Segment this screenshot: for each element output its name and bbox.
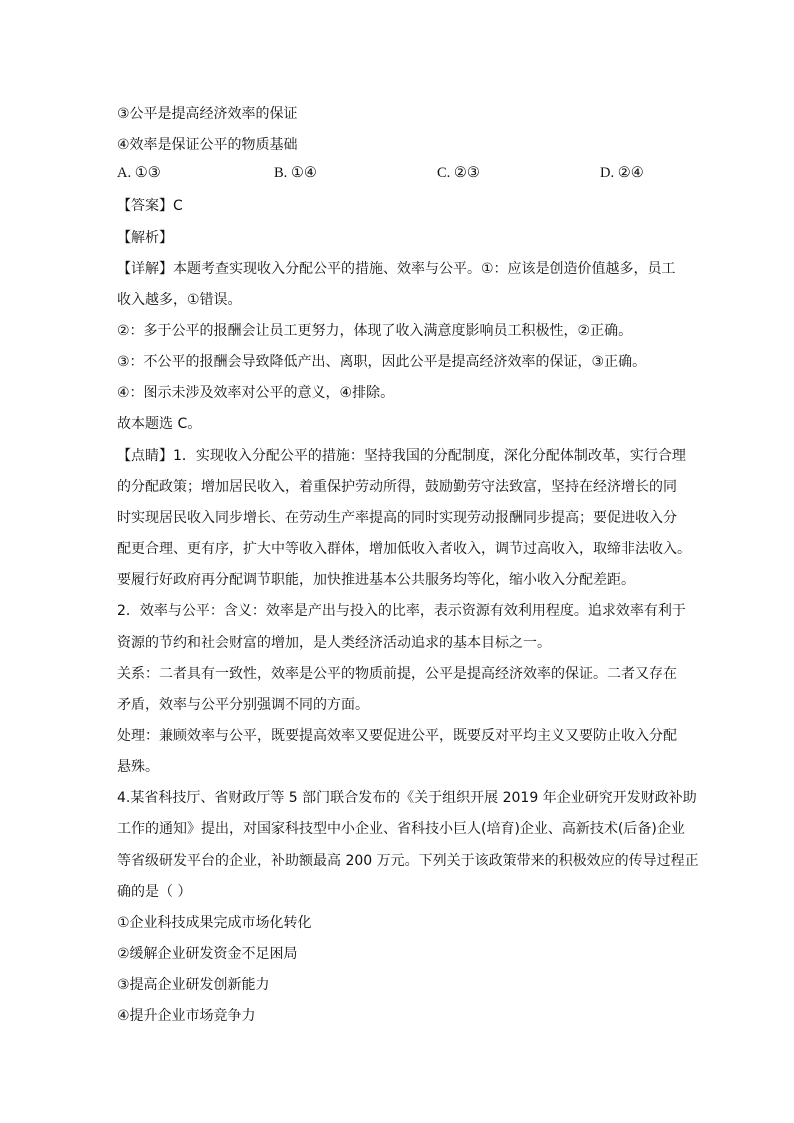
tips-line: 关系：二者具有一致性，效率是公平的物质前提，公平是提高经济效率的保证。二者又存在 <box>117 666 677 682</box>
answer: 【答案】C <box>117 198 183 214</box>
analysis-heading: 【解析】 <box>117 230 173 246</box>
statement-3: ③公平是提高经济效率的保证 <box>117 106 298 122</box>
tips-line: 2．效率与公平：含义：效率是产出与投入的比率，表示资源有效利用程度。追求效率有利于 <box>117 603 686 619</box>
tips-line: 要履行好政府再分配调节职能，加快推进基本公共服务均等化，缩小收入分配差距。 <box>117 572 635 588</box>
option-b: B. ①④ <box>274 165 317 181</box>
detail-line: ②：多于公平的报酬会让员工更努力，体现了收入满意度影响员工积极性，②正确。 <box>117 323 633 339</box>
q4-item-3: ③提高企业研发创新能力 <box>117 977 270 993</box>
tips-line: 悬殊。 <box>117 759 159 775</box>
option-a: A. ①③ <box>117 165 161 181</box>
tips-line: 的分配政策；增加居民收入，着重保护劳动所得，鼓励勤劳守法致富，坚持在经济增长的同 <box>117 479 677 495</box>
question-4-line: 4.某省科技厅、省财政厅等 5 部门联合发布的《关于组织开展 2019 年企业研究开发财政补助 <box>117 790 697 806</box>
tips-line: 时实现居民收入同步增长、在劳动生产率提高的同时实现劳动报酬同步提高；要促进收入分 <box>117 510 677 526</box>
q4-item-2: ②缓解企业研发资金不足困局 <box>117 946 298 962</box>
tips-line: 处理：兼顾效率与公平，既要提高效率又要促进公平，既要反对平均主义又要防止收入分配 <box>117 728 677 744</box>
question-4-line: 工作的通知》提出，对国家科技型中小企业、省科技小巨人(培育)企业、高新技术(后备)企业 <box>117 821 685 837</box>
q4-item-4: ④提升企业市场竞争力 <box>117 1008 256 1024</box>
tips-line: 矛盾，效率与公平分别强调不同的方面。 <box>117 697 369 713</box>
detail-line: 故本题选 C。 <box>117 416 202 432</box>
detail-line: ④：图示未涉及效率对公平的意义，④排除。 <box>117 385 395 401</box>
detail-line: 【详解】本题考查实现收入分配公平的措施、效率与公平。①：应该是创造价值越多，员工 <box>117 261 676 277</box>
option-c: C. ②③ <box>437 165 480 181</box>
statement-4: ④效率是保证公平的物质基础 <box>117 137 298 153</box>
question-4-line: 等省级研发平台的企业，补助额最高 200 万元。下列关于该政策带来的积极效应的传导过程正 <box>117 853 699 869</box>
detail-line: 收入越多，①错误。 <box>117 292 242 308</box>
option-d: D. ②④ <box>600 165 644 181</box>
tips-line: 配更合理、更有序，扩大中等收入群体，增加低收入者收入，调节过高收入，取缔非法收入。 <box>117 541 691 557</box>
detail-line: ③：不公平的报酬会导致降低产出、离职，因此公平是提高经济效率的保证，③正确。 <box>117 354 647 370</box>
q4-item-1: ①企业科技成果完成市场化转化 <box>117 915 312 931</box>
tips-line: 【点睛】1．实现收入分配公平的措施：坚持我国的分配制度，深化分配体制改革，实行合理 <box>117 448 686 464</box>
tips-line: 资源的节约和社会财富的增加，是人类经济活动追求的基本目标之一。 <box>117 635 551 651</box>
question-4-line: 确的是（ ） <box>117 884 192 900</box>
